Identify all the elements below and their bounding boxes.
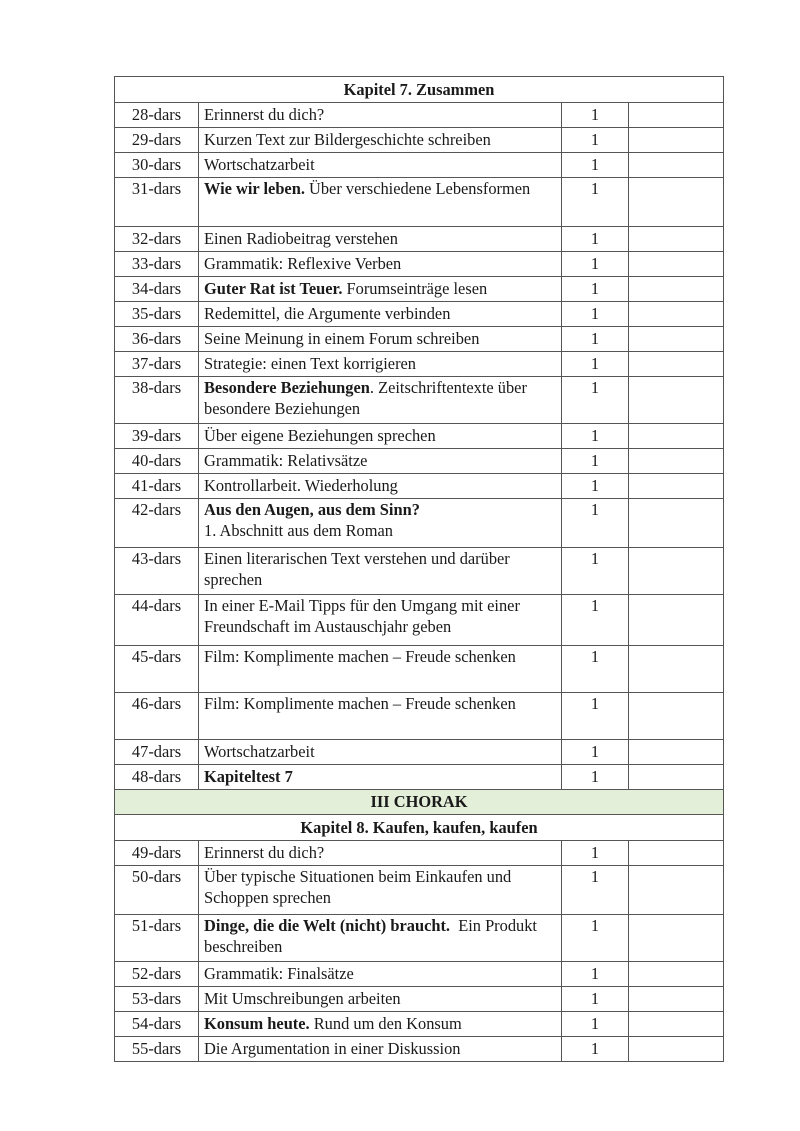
lesson-hours: 1 [562,740,629,765]
lesson-date-cell [629,915,724,962]
lesson-number: 53-dars [115,987,199,1012]
lesson-topic [199,693,562,740]
lesson-hours: 1 [562,128,629,153]
lesson-date-cell [629,1037,724,1062]
lesson-topic [199,1012,562,1037]
lesson-row [115,474,724,499]
lesson-row [115,424,724,449]
lesson-topic [199,377,562,424]
lesson-plan-table [114,76,724,1062]
lesson-number: 32-dars [115,227,199,252]
lesson-row [115,302,724,327]
lesson-hours: 1 [562,841,629,866]
lesson-topic-text: Ein Produkt beschreiben [204,916,542,956]
lesson-hours: 1 [562,987,629,1012]
lesson-number: 46-dars [115,693,199,740]
lesson-topic [199,987,562,1012]
lesson-row [115,377,724,424]
lesson-date-cell [629,548,724,595]
lesson-hours: 1 [562,327,629,352]
lesson-number: 29-dars [115,128,199,153]
lesson-date-cell [629,987,724,1012]
lesson-topic-text: . Zeitschriftentexte über besondere Beziehungen [204,378,532,418]
lesson-topic-text: Rund um den Konsum [309,1014,462,1033]
lesson-number: 38-dars [115,377,199,424]
lesson-hours: 1 [562,377,629,424]
lesson-topic-text: Grammatik: Relativsätze [204,451,368,470]
lesson-topic [199,153,562,178]
chapter-header-row [115,77,724,103]
lesson-row [115,499,724,548]
lesson-hours: 1 [562,915,629,962]
lesson-row [115,277,724,302]
lesson-number: 33-dars [115,252,199,277]
lesson-date-cell [629,765,724,790]
lesson-row [115,327,724,352]
lesson-topic-text: Erinnerst du dich? [204,843,325,862]
lesson-topic-text: Erinnerst du dich? [204,105,325,124]
lesson-number: 37-dars [115,352,199,377]
lesson-topic [199,595,562,646]
quarter-header-row [115,790,724,815]
lesson-row [115,765,724,790]
lesson-topic [199,424,562,449]
lesson-topic-text: Über eigene Beziehungen sprechen [204,426,436,445]
lesson-date-cell [629,841,724,866]
lesson-date-cell [629,302,724,327]
lesson-row [115,962,724,987]
lesson-hours: 1 [562,103,629,128]
lesson-row [115,128,724,153]
lesson-hours: 1 [562,424,629,449]
lesson-date-cell [629,128,724,153]
lesson-hours: 1 [562,449,629,474]
lesson-topic [199,252,562,277]
lesson-topic-heading: Konsum heute. [204,1014,310,1033]
lesson-date-cell [629,178,724,227]
lesson-topic-heading: Guter Rat ist Teuer. [204,279,343,298]
lesson-number: 50-dars [115,866,199,915]
lesson-date-cell [629,595,724,646]
lesson-topic [199,765,562,790]
lesson-hours: 1 [562,499,629,548]
lesson-date-cell [629,424,724,449]
lesson-hours: 1 [562,474,629,499]
lesson-topic-heading: Besondere Beziehungen [204,378,370,397]
lesson-topic [199,841,562,866]
lesson-number: 39-dars [115,424,199,449]
lesson-date-cell [629,377,724,424]
lesson-topic [199,352,562,377]
lesson-hours: 1 [562,693,629,740]
lesson-number: 51-dars [115,915,199,962]
lesson-hours: 1 [562,252,629,277]
lesson-row [115,915,724,962]
lesson-row [115,987,724,1012]
lesson-date-cell [629,693,724,740]
lesson-topic [199,962,562,987]
lesson-topic [199,128,562,153]
lesson-row [115,866,724,915]
lesson-topic-heading: Dinge, die die Welt (nicht) braucht. [204,916,451,935]
lesson-hours: 1 [562,302,629,327]
lesson-topic-text: Film: Komplimente machen – Freude schenken [204,694,516,713]
lesson-number: 45-dars [115,646,199,693]
lesson-hours: 1 [562,765,629,790]
lesson-row [115,1012,724,1037]
lesson-topic [199,449,562,474]
lesson-topic-text: Grammatik: Reflexive Verben [204,254,402,273]
lesson-row [115,693,724,740]
lesson-hours: 1 [562,277,629,302]
lesson-topic-text: 1. Abschnitt aus dem Roman [204,521,393,540]
lesson-topic [199,474,562,499]
lesson-hours: 1 [562,595,629,646]
lesson-topic-text: In einer E-Mail Tipps für den Umgang mit einer Freundschaft im Austauschjahr geben [204,596,525,636]
lesson-number: 47-dars [115,740,199,765]
lesson-date-cell [629,352,724,377]
lesson-topic-text: Die Argumentation in einer Diskussion [204,1039,461,1058]
lesson-date-cell [629,277,724,302]
lesson-row [115,103,724,128]
quarter-title: III CHORAK [115,790,724,815]
lesson-number: 43-dars [115,548,199,595]
lesson-date-cell [629,499,724,548]
chapter-header-row [115,815,724,841]
lesson-topic-text: Grammatik: Finalsätze [204,964,354,983]
lesson-topic-text: Mit Umschreibungen arbeiten [204,989,401,1008]
lesson-date-cell [629,327,724,352]
lesson-plan-body [115,77,724,1062]
lesson-topic-text: Einen Radiobeitrag verstehen [204,229,398,248]
lesson-number: 44-dars [115,595,199,646]
lesson-row [115,595,724,646]
lesson-row [115,548,724,595]
lesson-date-cell [629,252,724,277]
lesson-topic-text: Kontrollarbeit. Wiederholung [204,476,398,495]
lesson-topic [199,740,562,765]
lesson-hours: 1 [562,178,629,227]
lesson-number: 49-dars [115,841,199,866]
lesson-row [115,841,724,866]
lesson-date-cell [629,153,724,178]
lesson-row [115,449,724,474]
lesson-hours: 1 [562,227,629,252]
lesson-topic-heading: Kapiteltest 7 [204,767,293,786]
lesson-topic-text: Wortschatzarbeit [204,155,315,174]
lesson-topic-text: Über typische Situationen beim Einkaufen und Schoppen sprechen [204,867,516,907]
lesson-row [115,1037,724,1062]
lesson-hours: 1 [562,962,629,987]
lesson-date-cell [629,449,724,474]
lesson-row [115,227,724,252]
lesson-topic [199,646,562,693]
lesson-topic [199,915,562,962]
lesson-date-cell [629,227,724,252]
lesson-topic [199,327,562,352]
lesson-hours: 1 [562,1012,629,1037]
lesson-number: 40-dars [115,449,199,474]
lesson-topic-text: Redemittel, die Argumente verbinden [204,304,451,323]
lesson-topic-text: Einen literarischen Text verstehen und darüber sprechen [204,549,514,589]
lesson-number: 52-dars [115,962,199,987]
lesson-hours: 1 [562,646,629,693]
lesson-hours: 1 [562,548,629,595]
lesson-topic [199,302,562,327]
lesson-row [115,252,724,277]
lesson-topic [199,548,562,595]
lesson-topic-text: Über verschiedene Lebensformen [304,179,531,198]
lesson-hours: 1 [562,1037,629,1062]
lesson-date-cell [629,740,724,765]
lesson-number: 30-dars [115,153,199,178]
lesson-number: 41-dars [115,474,199,499]
lesson-number: 31-dars [115,178,199,227]
lesson-row [115,646,724,693]
lesson-date-cell [629,866,724,915]
lesson-topic [199,227,562,252]
lesson-topic-text: Seine Meinung in einem Forum schreiben [204,329,480,348]
lesson-number: 48-dars [115,765,199,790]
lesson-topic-text: Wortschatzarbeit [204,742,315,761]
lesson-topic [199,103,562,128]
lesson-topic-heading: Aus den Augen, aus dem Sinn? [204,500,420,519]
lesson-row [115,352,724,377]
lesson-hours: 1 [562,153,629,178]
lesson-topic-heading: Wie wir leben. [204,179,305,198]
lesson-topic [199,866,562,915]
lesson-number: 28-dars [115,103,199,128]
lesson-number: 42-dars [115,499,199,548]
lesson-date-cell [629,646,724,693]
lesson-topic [199,178,562,227]
lesson-row [115,740,724,765]
lesson-number: 36-dars [115,327,199,352]
lesson-hours: 1 [562,352,629,377]
lesson-number: 35-dars [115,302,199,327]
lesson-topic [199,277,562,302]
lesson-number: 54-dars [115,1012,199,1037]
lesson-topic-text: Kurzen Text zur Bildergeschichte schreiben [204,130,491,149]
lesson-number: 55-dars [115,1037,199,1062]
lesson-number: 34-dars [115,277,199,302]
chapter-title: Kapitel 7. Zusammen [115,77,724,103]
lesson-date-cell [629,474,724,499]
chapter-title: Kapitel 8. Kaufen, kaufen, kaufen [115,815,724,841]
lesson-date-cell [629,1012,724,1037]
lesson-topic-text: Forumseinträge lesen [342,279,488,298]
lesson-topic [199,1037,562,1062]
lesson-topic-text: Film: Komplimente machen – Freude schenken [204,647,516,666]
lesson-row [115,178,724,227]
lesson-topic [199,499,562,548]
lesson-hours: 1 [562,866,629,915]
lesson-topic-text: Strategie: einen Text korrigieren [204,354,417,373]
lesson-row [115,153,724,178]
lesson-date-cell [629,103,724,128]
lesson-date-cell [629,962,724,987]
